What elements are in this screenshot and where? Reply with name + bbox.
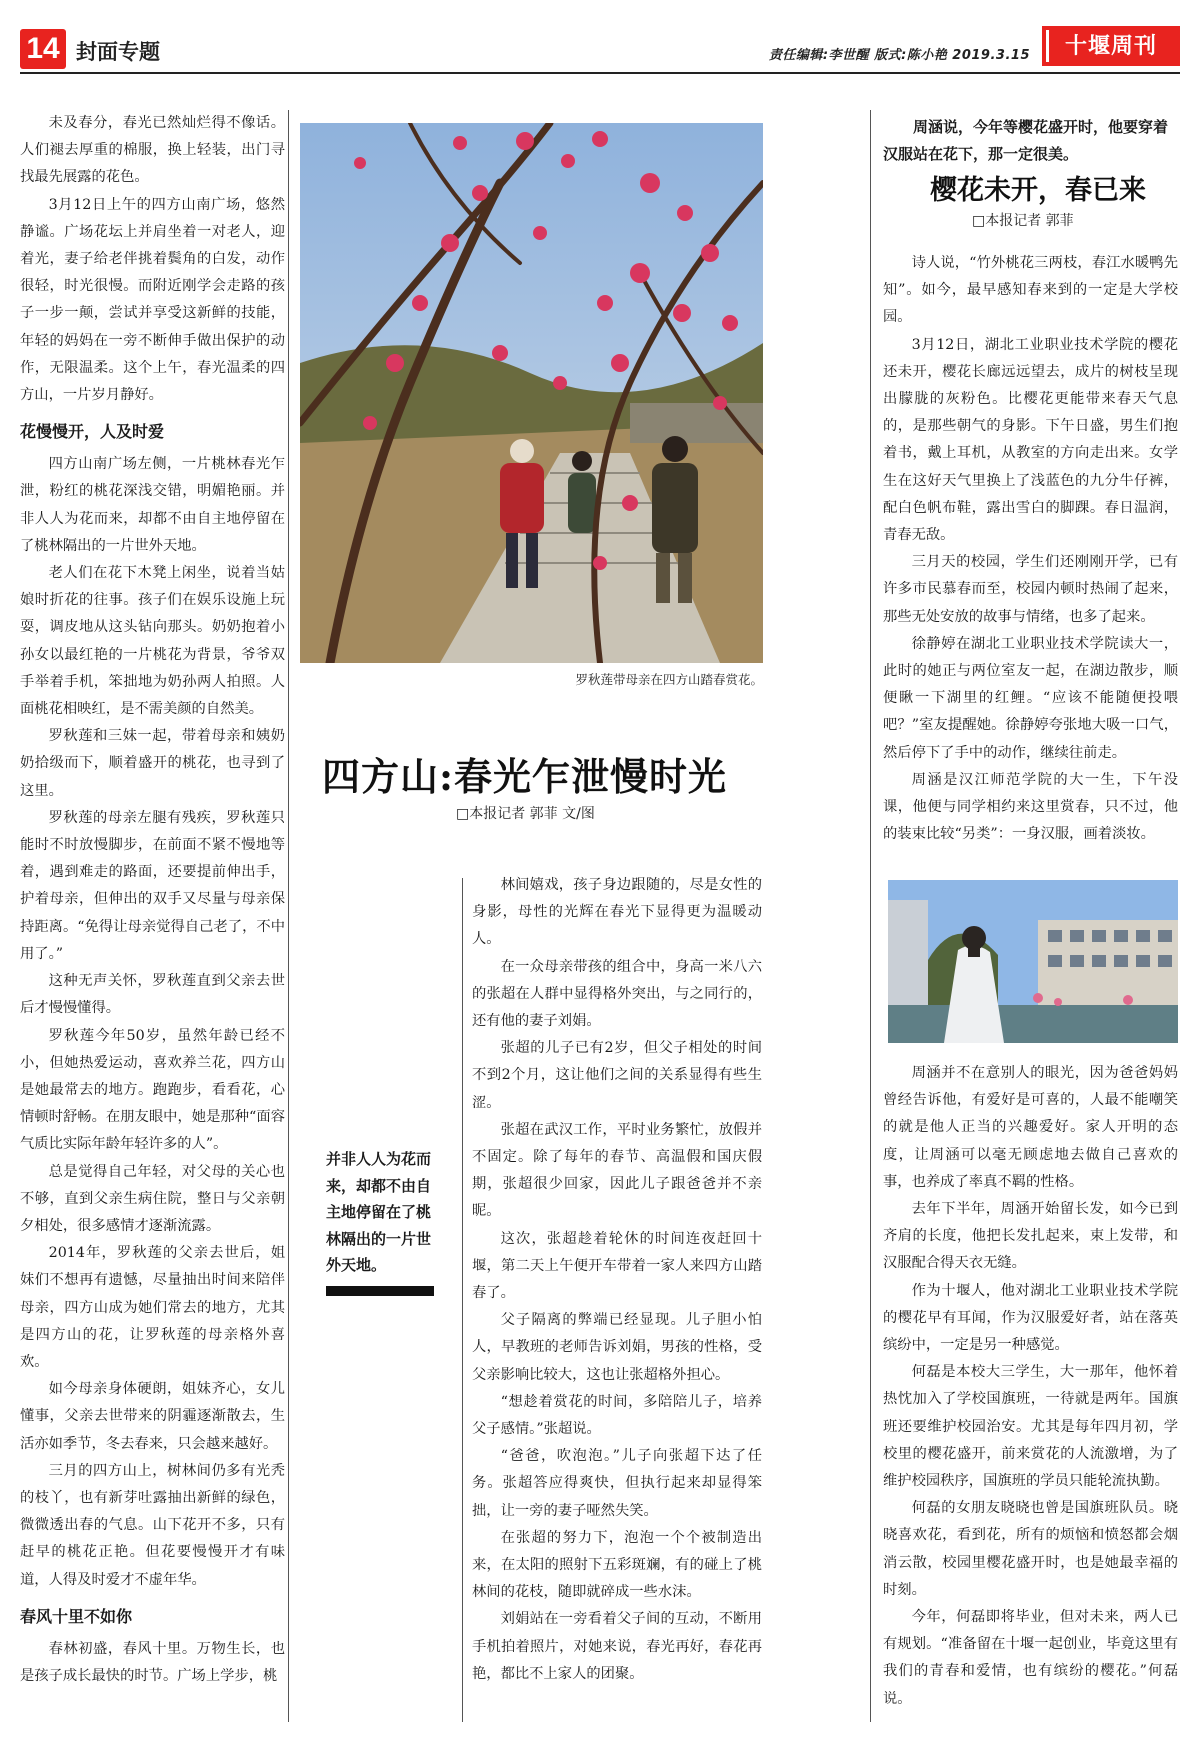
col2-paragraph: 张超在武汉工作，平时业务繁忙，放假并不固定。除了每年的春节、高温假和国庆假期，张超很少回家，因此儿子跟爸爸并不亲昵。 xyxy=(472,1121,762,1220)
side-paragraph: 诗人说，“竹外桃花三两枝，春江水暖鸭先知”。如今，最早感知春来到的一定是大学校园。 xyxy=(883,255,1178,326)
section2-paragraph: 春林初盛，春风十里。万物生长，也是孩子成长最快的时节。广场上学步，桃 xyxy=(20,1640,285,1684)
side-article-byline: □本报记者 郭菲 xyxy=(972,213,1074,229)
main-photo xyxy=(300,123,763,663)
col2-paragraph: 刘娟站在一旁看着父子间的互动，不断用手机拍着照片，对她来说，春光再好，春花再艳，都比不上家人的团聚。 xyxy=(472,1611,762,1682)
header-rule xyxy=(20,72,1180,74)
editor-meta: 责任编辑:李世醒 版式:陈小艳 2019.3.15 xyxy=(768,48,1030,63)
hanfu-student-photo xyxy=(888,880,1178,1043)
side-paragraph: 三月天的校园，学生们还刚刚开学，已有许多市民慕春而至，校园内顿时热闹了起来，那些无处安放的故事与情绪，也多了起来。 xyxy=(883,554,1178,625)
col2-paragraph: 在一众母亲带孩的组合中，身高一米八六的张超在人群中显得格外突出，与之同行的，还有他的妻子刘娟。 xyxy=(472,958,762,1030)
side-article-headline: 樱花未开，春已来 xyxy=(930,175,1146,206)
col2-paragraph: 张超的儿子已有2岁，但父子相处的时间不到2个月，这让他们之间的关系显得有些生涩。 xyxy=(472,1040,762,1111)
side-paragraph: 周涵是汉江师范学院的大一生，下午没课，他便与同学相约来这里赏春，只不过，他的装束比较“另类”：一身汉服，画着淡妆。 xyxy=(883,771,1178,843)
section1-paragraph: 2014年，罗秋莲的父亲去世后，姐妹们不想再有遗憾，尽量抽出时间来陪伴母亲，四方山成为她们常去的地方，尤其是四方山的花，让罗秋莲的母亲格外喜欢。 xyxy=(20,1245,285,1370)
subheading-1: 花慢慢开，人及时爱 xyxy=(20,422,165,442)
section1-paragraph: 这种无声关怀，罗秋莲直到父亲去世后才慢慢懂得。 xyxy=(20,973,285,1017)
side-article-lead xyxy=(883,114,1178,168)
intro-paragraph: 3月12日上午的四方山南广场，悠然静谧。广场花坛上并肩坐着一对老人，迎着光，妻子给老伴挑着鬓角的白发，动作很轻，时光很慢。而附近刚学会走路的孩子一步一颠，尝试并享受这新鲜的技能，年轻的妈妈在一旁不断伸手做出保护的动作，无限温柔。这个上午，春光温柔的四方山，一片岁月静好。 xyxy=(20,196,285,404)
col2-paragraph: 林间嬉戏，孩子身边跟随的，尽是女性的身影，母性的光辉在春光下显得更为温暖动人。 xyxy=(472,877,762,948)
masthead-logo: 十堰周刊 xyxy=(1042,26,1180,66)
section-title: 封面专题 xyxy=(76,40,160,64)
side-cont-paragraph: 何磊的女朋友晓晓也曾是国旗班队员。晓晓喜欢花，看到花，所有的烦恼和愤怒都会烟消云散，校园里樱花盛开时，也是她最幸福的时刻。 xyxy=(883,1500,1178,1598)
side-article-column-continued xyxy=(883,1060,1178,1722)
column-divider xyxy=(870,110,871,1722)
main-byline: □本报记者 郭菲 文/图 xyxy=(456,806,595,822)
side-cont-paragraph: 作为十堰人，他对湖北工业职业技术学院的樱花早有耳闻，作为汉服爱好者，站在落英缤纷中，一定是另一种感觉。 xyxy=(883,1282,1178,1354)
side-paragraph: 3月12日，湖北工业职业技术学院的樱花还未开，樱花长廊远远望去，成片的树枝呈现出朦胧的灰粉色。比樱花更能带来春天气息的，是那些朝气的身影。下午日盛，男生们抱着书，戴上耳机，从教室的方向走出来。女学生在这好天气里换上了浅蓝色的九分牛仔裤，配白色帆布鞋，露出雪白的脚踝。春日温润，青春无敌。 xyxy=(883,336,1178,544)
side-cont-paragraph: 去年下半年，周涵开始留长发，如今已到齐肩的长度，他把长发扎起来，束上发带，和汉服配合得天衣无缝。 xyxy=(883,1201,1178,1272)
section1-paragraph: 四方山南广场左侧，一片桃林春光乍泄，粉红的桃花深浅交错，明媚艳丽。并非人人为花而来，却都不由自主地停留在了桃林隔出的一片世外天地。 xyxy=(20,456,285,554)
peach-blossom-photo xyxy=(300,123,763,663)
intro-paragraph: 未及春分，春光已然灿烂得不像话。人们褪去厚重的棉服，换上轻装，出门寻找最先展露的花色。 xyxy=(20,115,285,186)
page-number: 14 xyxy=(20,29,66,69)
main-article-column-2 xyxy=(472,872,762,1722)
section1-paragraph: 如今母亲身体硬朗，姐妹齐心，女儿懂事，父亲去世带来的阴霾逐渐散去，生活亦如季节，冬去春来，只会越来越好。 xyxy=(20,1381,285,1452)
section1-paragraph: 罗秋莲和三妹一起，带着母亲和姨奶奶拾级而下，顺着盛开的桃花，也寻到了这里。 xyxy=(20,728,285,799)
subheading-2: 春风十里不如你 xyxy=(20,1606,133,1626)
section1-paragraph: 老人们在花下木凳上闲坐，说着当姑娘时折花的往事。孩子们在娱乐设施上玩耍，调皮地从这头钻向那头。奶奶抱着小孙女以最红艳的一片桃花为背景，爷爷双手举着手机，笨拙地为奶孙两人拍照。人面桃花相映红，是不需美颜的自然美。 xyxy=(20,565,285,718)
campus-photo xyxy=(888,880,1178,1043)
col2-paragraph: 在张超的努力下，泡泡一个个被制造出来，在太阳的照射下五彩斑斓，有的碰上了桃林间的花枝，随即就碎成一些水沫。 xyxy=(472,1529,762,1601)
main-article-column-1 xyxy=(20,110,285,1720)
page-header xyxy=(20,26,1180,72)
section-2-paragraphs xyxy=(20,1636,285,1690)
side-cont-paragraph: 周涵并不在意别人的眼光，因为爸爸妈妈曾经告诉他，有爱好是可喜的，人最不能嘲笑的就是他人正当的兴趣爱好。家人开明的态度，让周涵可以毫无顾虑地去做自己喜欢的事，也养成了率真不羁的性格。 xyxy=(883,1065,1178,1190)
section1-paragraph: 三月的四方山上，树林间仍多有光秃的枝丫，也有新芽吐露抽出新鲜的绿色，微微透出春的气息。山下花开不多，只有赶早的桃花正艳。但花要慢慢开才有味道，人得及时爱才不虚年华。 xyxy=(20,1462,285,1588)
col2-paragraph: 这次，张超趁着轮休的时间连夜赶回十堰，第二天上午便开车带着一家人来四方山踏春了。 xyxy=(472,1230,762,1302)
pull-quote-bar xyxy=(326,1286,434,1296)
section1-paragraph: 罗秋莲今年50岁，虽然年龄已经不小，但她热爱运动，喜欢养兰花，四方山是她最常去的地方。跑跑步，看看花，心情顿时舒畅。在朋友眼中，她是那种“面容气质比实际年龄年轻许多的人”。 xyxy=(20,1027,285,1153)
section-1-paragraphs xyxy=(20,451,285,1594)
column-divider xyxy=(288,110,289,1722)
pull-quote: 并非人人为花而来，却都不由自主地停留在了桃林隔出的一片世外天地。 xyxy=(326,1150,432,1274)
section1-paragraph: 总是觉得自己年轻，对父母的关心也不够，直到父亲生病住院，整日与父亲朝夕相处，很多感情才逐渐流露。 xyxy=(20,1163,285,1234)
lead-text: 周涵说，今年等樱花盛开时，他要穿着汉服站在花下，那一定很美。 xyxy=(883,118,1169,163)
col2-paragraph: “想趁着赏花的时间，多陪陪儿子，培养父子感情。”张超说。 xyxy=(472,1393,762,1438)
side-cont-paragraph: 今年，何磊即将毕业，但对未来，两人已有规划。“准备留在十堰一起创业，毕竟这里有我们的青春和爱情，也有缤纷的樱花。”何磊说。 xyxy=(883,1609,1178,1707)
section1-paragraph: 罗秋莲的母亲左腿有残疾，罗秋莲只能时不时放慢脚步，在前面不紧不慢地等着，遇到难走的路面，还要提前伸出手，护着母亲，但伸出的双手又尽量与母亲保持距离。“免得让母亲觉得自己老了，不中用了。” xyxy=(20,809,285,962)
col2-paragraph: “爸爸，吹泡泡。”儿子向张超下达了任务。张超答应得爽快，但执行起来却显得笨拙，让一旁的妻子哑然失笑。 xyxy=(472,1448,762,1519)
side-cont-paragraph: 何磊是本校大三学生，大一那年，他怀着热忱加入了学校国旗班，一待就是两年。国旗班还要维护校园治安。尤其是每年四月初，学校里的樱花盛开，前来赏花的人流激增，为了维护校园秩序，国旗班的学员只能轮流执勤。 xyxy=(883,1364,1178,1490)
side-article-column xyxy=(883,250,1178,870)
intro-paragraphs xyxy=(20,110,285,409)
col2-paragraph: 父子隔离的弊端已经显现。儿子胆小怕人，早教班的老师告诉刘娟，男孩的性格，受父亲影响比较大，这也让张超格外担心。 xyxy=(472,1312,762,1383)
photo-caption: 罗秋莲带母亲在四方山踏春赏花。 xyxy=(575,672,763,687)
side-paragraph: 徐静婷在湖北工业职业技术学院读大一，此时的她正与两位室友一起，在湖边散步，顺便瞅一下湖里的红鲤。“应该不能随便投喂吧？”室友提醒她。徐静婷夸张地大吸一口气，然后停下了手中的动作，继续往前走。 xyxy=(883,635,1178,761)
column-divider xyxy=(462,878,463,1722)
main-headline: 四方山:春光乍泄慢时光 xyxy=(322,754,728,799)
